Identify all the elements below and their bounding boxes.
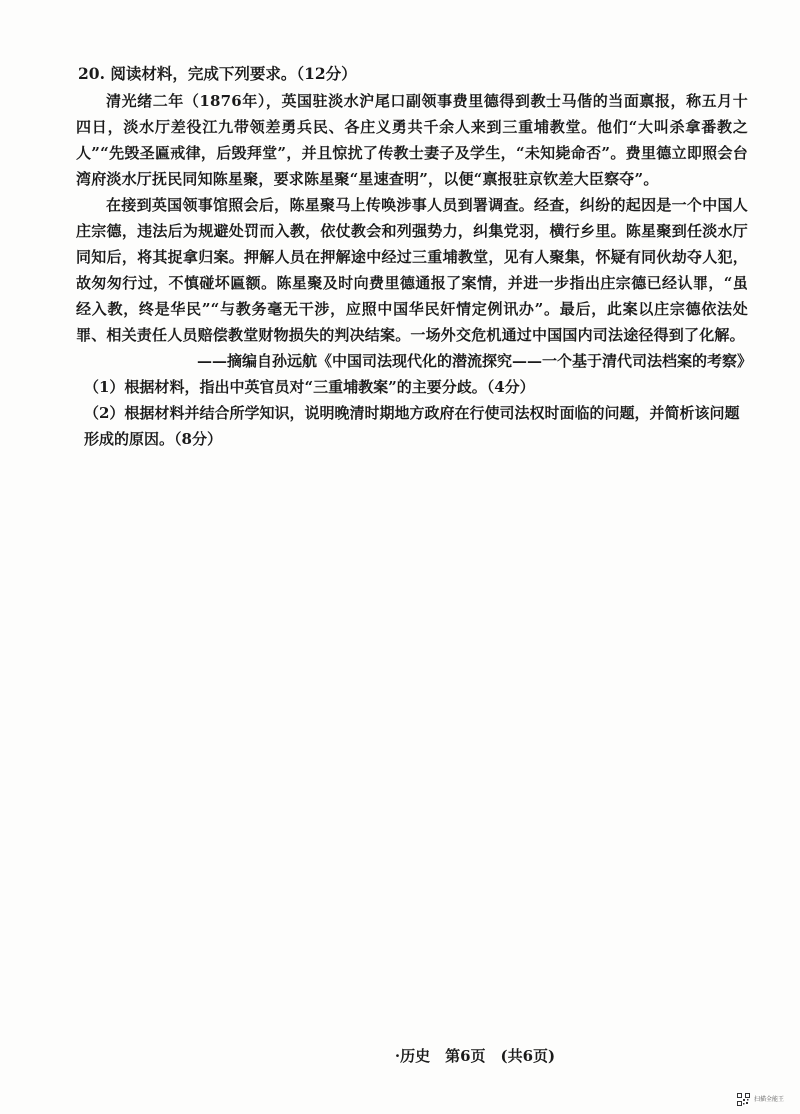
question-block [76,62,752,452]
material-source: ——摘编自孙远航《中国司法现代化的潜流探究——一个基于清代司法档案的考察》 [196,352,752,370]
sub-question-1: （1）根据材料，指出中英官员对“三重埔教案”的主要分歧。（4分） [84,378,535,396]
scanner-watermark [737,1093,784,1106]
material-paragraph-2: 在接到英国领事馆照会后，陈星聚马上传唤涉事人员到署调查。经查，纠纷的起因是一个中国人庄宗德，违法后为规避处罚而入教，依仗教会和列强势力，纠集党羽，横行乡里。陈星聚到任淡水厅同知后，将其捉拿归案。押解人员在押解途中经过三重埔教堂，见有人聚集，怀疑有同伙劫夺人犯，故匆匆行过，不慎碰坏匾额。陈星聚及时向费里德通报了案情，并进一步指出庄宗德已经认罪，“虽经入教，终是华民”“与教务毫无干涉，应照中国华民奸情定例讯办”。最后，此案以庄宗德依法处罪、相关责任人员赔偿教堂财物损失的判决结案。一场外交危机通过中国国内司法途径得到了化解。 [76,196,748,344]
qr-code-icon [737,1093,750,1106]
scanner-watermark-text: 扫描全能王 [753,1096,784,1103]
sub-question-2: （2）根据材料并结合所学知识，说明晚清时期地方政府在行使司法权时面临的问题，并简析该问题形成的原因。（8分） [84,404,740,448]
question-title: 20. 阅读材料，完成下列要求。（12分） [78,64,357,83]
material-paragraph-1: 清光绪二年（1876年），英国驻淡水沪尾口副领事费里德得到教士马偕的当面禀报，称五月十四日，淡水厅差役江九带领差勇兵民、各庄义勇共千余人来到三重埔教堂。他们“大叫杀拿番教之人”“先毁圣匾戒律，后毁拜堂”，并且惊扰了传教士妻子及学生，“未知毙命否”。费里德立即照会台湾府淡水厅抚民同知陈星聚，要求陈星聚“星速查明”，以便“禀报驻京钦差大臣察夺”。 [76,92,748,188]
page-footer: ·历史 第6页 (共6页) [394,1047,556,1065]
